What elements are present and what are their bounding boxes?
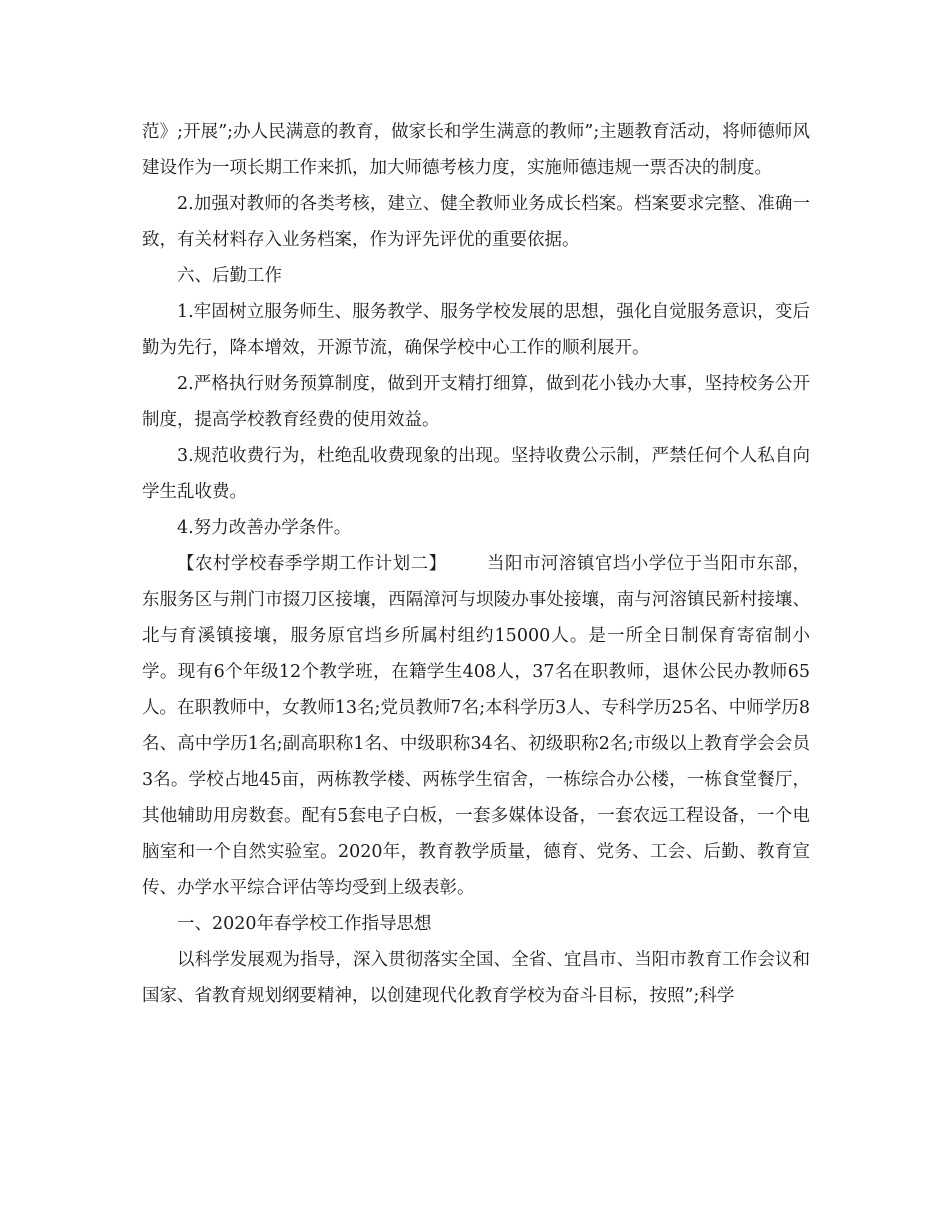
paragraph-budget-system: 2.严格执行财务预算制度，做到开支精打细算，做到花小钱办大事，坚持校务公开制度，提高学校教育经费的使用效益。: [142, 374, 810, 430]
paragraph-guiding-ideology: 以科学发展观为指导，深入贯彻落实全国、全省、宜昌市、当阳市教育工作会议和国家、省教育规划纲要精神，以创建现代化教育学校为奋斗目标，按照”;科学: [142, 950, 810, 1006]
paragraph-teacher-assessment: 2.加强对教师的各类考核，建立、健全教师业务成长档案。档案要求完整、准确一致，有关材料存入业务档案，作为评先评优的重要依据。: [142, 194, 810, 250]
section-heading-plan-two: 【农村学校春季学期工作计划二】: [177, 554, 447, 574]
heading-guiding-ideology: 一、2020年春学校工作指导思想: [177, 914, 432, 934]
document-body: [142, 114, 810, 1014]
paragraph-fee-regulation: 3.规范收费行为，杜绝乱收费现象的出现。坚持收费公示制，严禁任何个人私自向学生乱收费。: [142, 446, 810, 502]
paragraph-teacher-ethics-continuation: 范》;开展”;办人民满意的教育，做家长和学生满意的教师”;主题教育活动，将师德师风建设作为一项长期工作来抓，加大师德考核力度，实施师德违规一票否决的制度。: [142, 122, 810, 178]
paragraph-logistics-service: 1.牢固树立服务师生、服务教学、服务学校发展的思想，强化自觉服务意识，变后勤为先行，降本增效，开源节流，确保学校中心工作的顺利展开。: [142, 302, 810, 358]
paragraph-plan-two: [142, 546, 810, 906]
paragraph-improve-conditions: 4.努力改善办学条件。: [177, 518, 352, 538]
school-introduction: 当阳市河溶镇官垱小学位于当阳市东部，东服务区与荆门市掇刀区接壤，西隔漳河与坝陵办事处接壤，南与河溶镇民新村接壤、北与育溪镇接壤，服务原官垱乡所属村组约15000人。是一所全日制保育寄宿制小学。现有6个年级12个教学班，在籍学生408人，37名在职教师，退休公民办教师65人。在职教师中，女教师13名;党员教师7名;本科学历3人、专科学历25名、中师学历8名、高中学历1名;副高职称1名、中级职称34名、初级职称2名;市级以上教育学会会员3名。学校占地45亩，两栋教学楼、两栋学生宿舍，一栋综合办公楼，一栋食堂餐厅，其他辅助用房数套。配有5套电子白板，一套多媒体设备，一套农远工程设备，一个电脑室和一个自然实验室。2020年，教育教学质量，德育、党务、工会、后勤、教育宣传、办学水平综合评估等均受到上级表彰。: [142, 554, 811, 898]
heading-logistics-work: 六、后勤工作: [177, 266, 282, 286]
